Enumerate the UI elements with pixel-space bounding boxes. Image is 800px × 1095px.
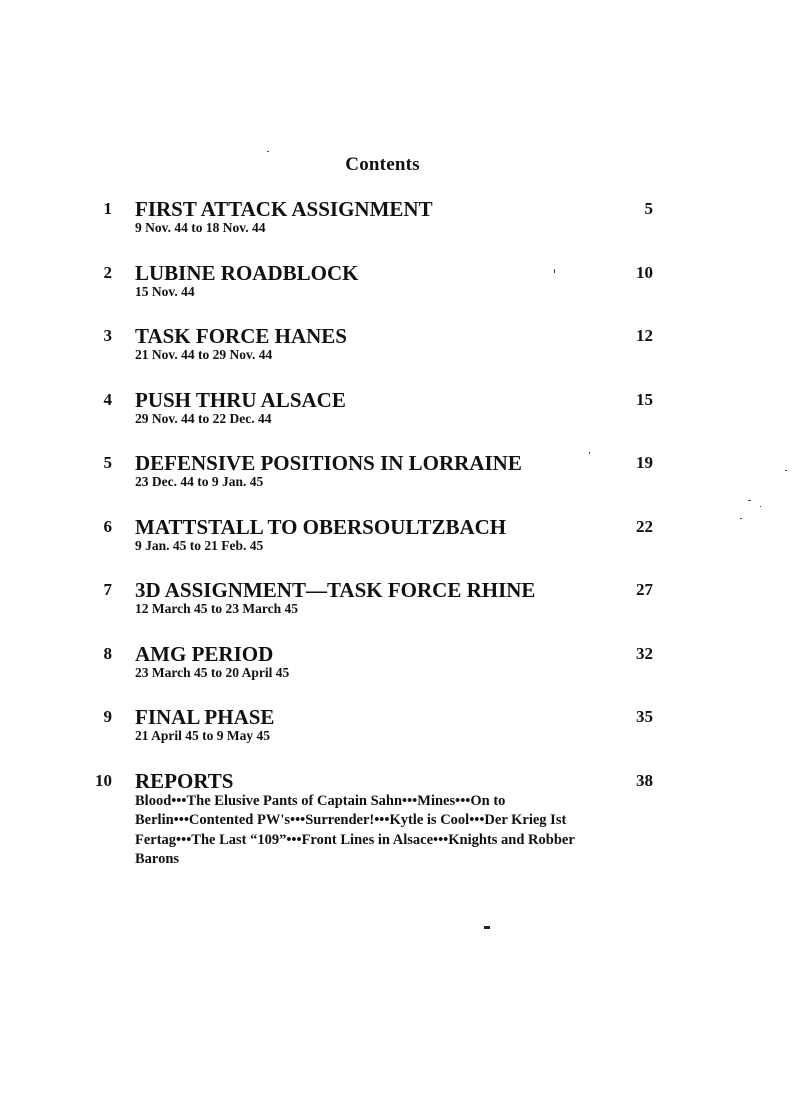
chapter-title: FINAL PHASE [135,705,275,729]
scan-speck [484,926,490,929]
chapter-number: 8 [103,643,112,663]
chapter-dates: 9 Jan. 45 to 21 Feb. 45 [135,537,264,553]
chapter-page-number: 32 [636,643,653,663]
chapter-title: 3D ASSIGNMENT—TASK FORCE RHINE [135,578,536,602]
chapter-dates: 12 March 45 to 23 March 45 [135,601,298,616]
chapter-page-number: 35 [636,707,653,726]
chapter-number: 3 [103,326,112,345]
scan-speck [554,269,555,273]
chapter-title: PUSH THRU ALSACE [135,387,346,412]
chapter-page-number: 5 [644,199,653,218]
chapter-number: 10 [95,770,112,790]
chapter-dates: 29 Nov. 44 to 22 Dec. 44 [135,410,272,426]
scan-speck [760,506,761,507]
chapter-title: REPORTS [135,768,234,793]
chapter-page-number: 10 [636,262,653,282]
chapter-description: Blood•••The Elusive Pants of Captain Sahn•••Mines•••On to Berlin•••Contented PW's•••Surrender!•••Kytle is Cool•••Der Krieg Ist Fertag•••The Last “109”•••Front Lines in Alsace•••Knights and Robber Barons [135,792,575,867]
toc-entry [0,577,800,641]
chapter-page-number: 22 [636,516,653,536]
page-title: Contents [345,154,420,175]
chapter-page-number: 19 [636,453,653,472]
toc-entry [0,768,800,867]
chapter-dates: 23 Dec. 44 to 9 Jan. 45 [135,474,264,489]
chapter-dates: 9 Nov. 44 to 18 Nov. 44 [135,220,266,235]
toc-entry [0,196,800,260]
chapter-title: FIRST ATTACK ASSIGNMENT [135,197,433,221]
chapter-page-number: 27 [636,580,653,599]
toc-entry [0,514,800,578]
chapter-title: LUBINE ROADBLOCK [135,260,359,285]
chapter-title: AMG PERIOD [135,641,274,666]
chapter-page-number: 15 [636,389,653,409]
scan-speck [267,151,269,152]
chapter-title: MATTSTALL TO OBERSOULTZBACH [135,514,507,539]
chapter-dates: 21 April 45 to 9 May 45 [135,728,270,743]
scan-speck [740,518,742,519]
toc-entry [0,260,800,324]
chapter-title: DEFENSIVE POSITIONS IN LORRAINE [135,451,522,475]
chapter-page-number: 38 [636,770,653,790]
chapter-number: 4 [103,389,112,409]
chapter-number: 1 [103,199,112,218]
chapter-number: 6 [103,516,112,536]
chapter-number: 2 [103,262,112,282]
chapter-number: 9 [103,707,112,726]
scan-speck [785,470,787,471]
chapter-dates: 15 Nov. 44 [135,283,195,299]
toc-entry [0,641,800,705]
chapter-dates: 23 March 45 to 20 April 45 [135,664,290,680]
toc-entry [0,387,800,451]
chapter-number: 5 [103,453,112,472]
toc-entry [0,450,800,514]
scan-speck [589,452,590,454]
scan-speck [748,500,751,501]
chapter-page-number: 12 [636,326,653,345]
toc-entry [0,704,800,768]
table-of-contents [0,196,800,867]
chapter-number: 7 [103,580,112,599]
chapter-dates: 21 Nov. 44 to 29 Nov. 44 [135,347,273,362]
chapter-title: TASK FORCE HANES [135,324,347,348]
toc-entry [0,323,800,387]
